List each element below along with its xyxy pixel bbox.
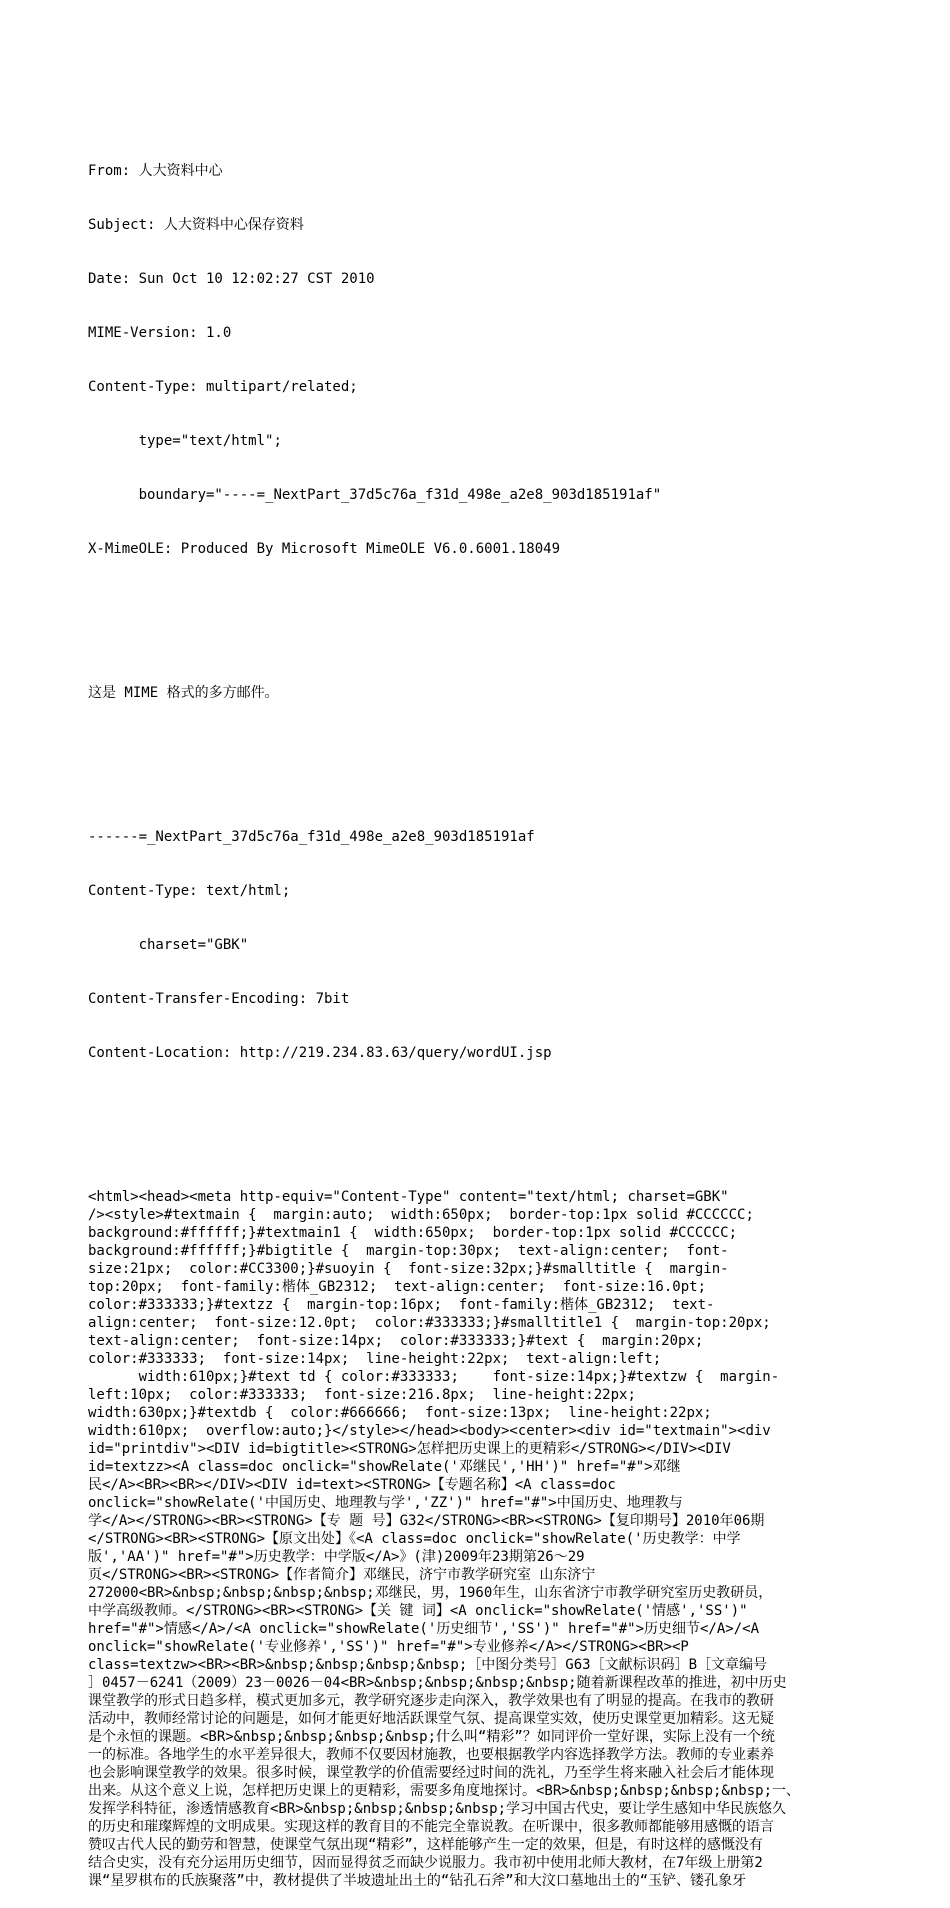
- source-line: 民</A><BR><BR></DIV><DIV id=text><STRONG>【专题名称】<A class=doc: [88, 1477, 616, 1493]
- source-line: background:#ffffff;}#textmain1 { width:650px; border-top:1px solid #CCCCCC;: [88, 1225, 738, 1241]
- source-line: onclick="showRelate('专业修养','SS')" href="#">专业修养</A></STRONG><BR><P: [88, 1639, 689, 1655]
- source-line: 页</STRONG><BR><STRONG>【作者简介】邓继民，济宁市教学研究室 山东济宁: [88, 1567, 596, 1583]
- source-line: 一的标准。各地学生的水平差异很大，教师不仅要因材施教，也要根据教学内容选择教学方法。教师的专业素养: [88, 1747, 774, 1763]
- source-line: 学</A></STRONG><BR><STRONG>【专 题 号】G32</STRONG><BR><STRONG>【复印期号】2010年06期: [88, 1513, 765, 1529]
- source-line: <html><head><meta http-equiv="Content-Type" content="text/html; charset=GBK": [88, 1189, 729, 1205]
- source-line: color:#333333; font-size:14px; line-height:22px; text-align:left;: [88, 1351, 662, 1367]
- mime-intro: 这是 MIME 格式的多方邮件。: [88, 685, 279, 701]
- source-line: color:#333333;}#textzz { margin-top:16px; font-family:楷体_GB2312; text-: [88, 1297, 715, 1313]
- part-content-type: Content-Type: text/html;: [88, 883, 291, 899]
- subject-header: Subject: 人大资料中心保存资料: [88, 217, 304, 233]
- html-body-source: [88, 1188, 868, 1890]
- source-line: 是个永恒的课题。<BR>&nbsp;&nbsp;&nbsp;&nbsp;什么叫“精彩”？如同评价一堂好课，实际上没有一个统: [88, 1729, 775, 1745]
- source-line: id=textzz><A class=doc onclick="showRelate('邓继民','HH')" href="#">邓继: [88, 1459, 681, 1475]
- part-headers: [88, 792, 868, 1098]
- source-line: left:10px; color:#333333; font-size:216.8px; line-height:22px;: [88, 1387, 636, 1403]
- source-line: size:21px; color:#CC3300;}#suoyin { font-size:32px;}#smalltitle { margin-: [88, 1261, 729, 1277]
- x-mimeole-header: X-MimeOLE: Produced By Microsoft MimeOLE V6.0.6001.18049: [88, 541, 561, 557]
- source-line: </STRONG><BR><STRONG>【原文出处】《<A class=doc onclick="showRelate('历史教学：中学: [88, 1531, 741, 1547]
- source-line: class=textzw><BR><BR>&nbsp;&nbsp;&nbsp;&nbsp;［中图分类号］G63［文献标识码］B［文章编号: [88, 1657, 768, 1673]
- source-line: width:610px;}#text td { color:#333333; font-size:14px;}#textzw { margin-: [88, 1369, 780, 1385]
- source-line: top:20px; font-family:楷体_GB2312; text-align:center; font-size:16.0pt;: [88, 1279, 707, 1295]
- blank-line: [88, 1134, 868, 1152]
- source-line: width:630px;}#textdb { color:#666666; font-size:13px; line-height:22px;: [88, 1405, 712, 1421]
- source-line: onclick="showRelate('中国历史、地理教与学','ZZ')" href="#">中国历史、地理教与: [88, 1495, 683, 1511]
- content-type-header: Content-Type: multipart/related;: [88, 379, 358, 395]
- source-line: width:610px; overflow:auto;}</style></head><body><center><div id="textmain"><div: [88, 1423, 771, 1439]
- source-line: align:center; font-size:12.0pt; color:#333333;}#smalltitle1 { margin-top:20px;: [88, 1315, 771, 1331]
- mail-headers: [88, 126, 868, 594]
- email-source-document: [88, 90, 868, 1908]
- source-line: 发挥学科特征，渗透情感教育<BR>&nbsp;&nbsp;&nbsp;&nbsp;学习中国古代史，要让学生感知中华民族悠久: [88, 1801, 787, 1817]
- blank-line: [88, 630, 868, 648]
- source-line: 结合史实，没有充分运用历史细节，因而显得贫乏而缺少说服力。我市初中使用北师大教材，在7年级上册第2: [88, 1855, 763, 1871]
- source-line: /><style>#textmain { margin:auto; width:650px; border-top:1px solid #CCCCCC;: [88, 1207, 754, 1223]
- source-line: 版','AA')" href="#">历史教学：中学版</A>》(津)2009年23期第26～29: [88, 1549, 585, 1565]
- source-line: 的历史和璀璨辉煌的文明成果。实现这样的教育目的不能完全靠说教。在听课中，很多教师都能够用感慨的语言: [88, 1819, 774, 1835]
- source-line: 课“星罗棋布的氏族聚落”中，教材提供了半坡遗址出土的“钻孔石斧”和大汶口墓地出土的“玉铲、镂孔象牙: [88, 1873, 747, 1889]
- source-line: href="#">情感</A>/<A onclick="showRelate('历史细节','SS')" href="#">历史细节</A>/<A: [88, 1621, 760, 1637]
- source-line: 272000<BR>&nbsp;&nbsp;&nbsp;&nbsp;邓继民，男，1960年生，山东省济宁市教学研究室历史教研员，: [88, 1585, 773, 1601]
- part-boundary: ------=_NextPart_37d5c76a_f31d_498e_a2e8_903d185191af: [88, 829, 535, 845]
- source-line: id="printdiv"><DIV id=bigtitle><STRONG>怎样把历史课上的更精彩</STRONG></DIV><DIV: [88, 1441, 731, 1457]
- source-line: background:#ffffff;}#bigtitle { margin-top:30px; text-align:center; font-: [88, 1243, 729, 1259]
- source-line: 也会影响课堂教学的效果。很多时候，课堂教学的价值需要经过时间的洗礼，乃至学生将来融入社会后才能体现: [88, 1765, 774, 1781]
- source-line: 赞叹古代人民的勤劳和智慧，使课堂气氛出现“精彩”，这样能够产生一定的效果，但是，有时这样的感慨没有: [88, 1837, 763, 1853]
- source-line: ］0457－6241（2009）23－0026－04<BR>&nbsp;&nbsp;&nbsp;&nbsp;随着新课程改革的推进，初中历史: [88, 1675, 787, 1691]
- part-content-location: Content-Location: http://219.234.83.63/query/wordUI.jsp: [88, 1045, 552, 1061]
- source-line: 课堂教学的形式日趋多样，模式更加多元，教学研究逐步走向深入，教学效果也有了明显的提高。在我市的教研: [88, 1693, 774, 1709]
- part-transfer-encoding: Content-Transfer-Encoding: 7bit: [88, 991, 350, 1007]
- part-charset: charset="GBK": [88, 937, 249, 953]
- content-type-param-boundary: boundary="----=_NextPart_37d5c76a_f31d_498e_a2e8_903d185191af": [88, 487, 662, 503]
- source-line: 出来。从这个意义上说，怎样把历史课上的更精彩，需要多角度地探讨。<BR>&nbsp;&nbsp;&nbsp;&nbsp;一、: [88, 1783, 801, 1799]
- content-type-param-type: type="text/html";: [88, 433, 282, 449]
- from-header: From: 人大资料中心: [88, 163, 223, 179]
- blank-line: [88, 738, 868, 756]
- date-header: Date: Sun Oct 10 12:02:27 CST 2010: [88, 271, 375, 287]
- source-line: text-align:center; font-size:14px; color:#333333;}#text { margin:20px;: [88, 1333, 704, 1349]
- mime-version-header: MIME-Version: 1.0: [88, 325, 232, 341]
- source-line: 活动中，教师经常讨论的问题是，如何才能更好地活跃课堂气氛、提高课堂实效，使历史课堂更加精彩。这无疑: [88, 1711, 774, 1727]
- source-line: 中学高级教师。</STRONG><BR><STRONG>【关 键 词】<A onclick="showRelate('情感','SS')": [88, 1603, 748, 1619]
